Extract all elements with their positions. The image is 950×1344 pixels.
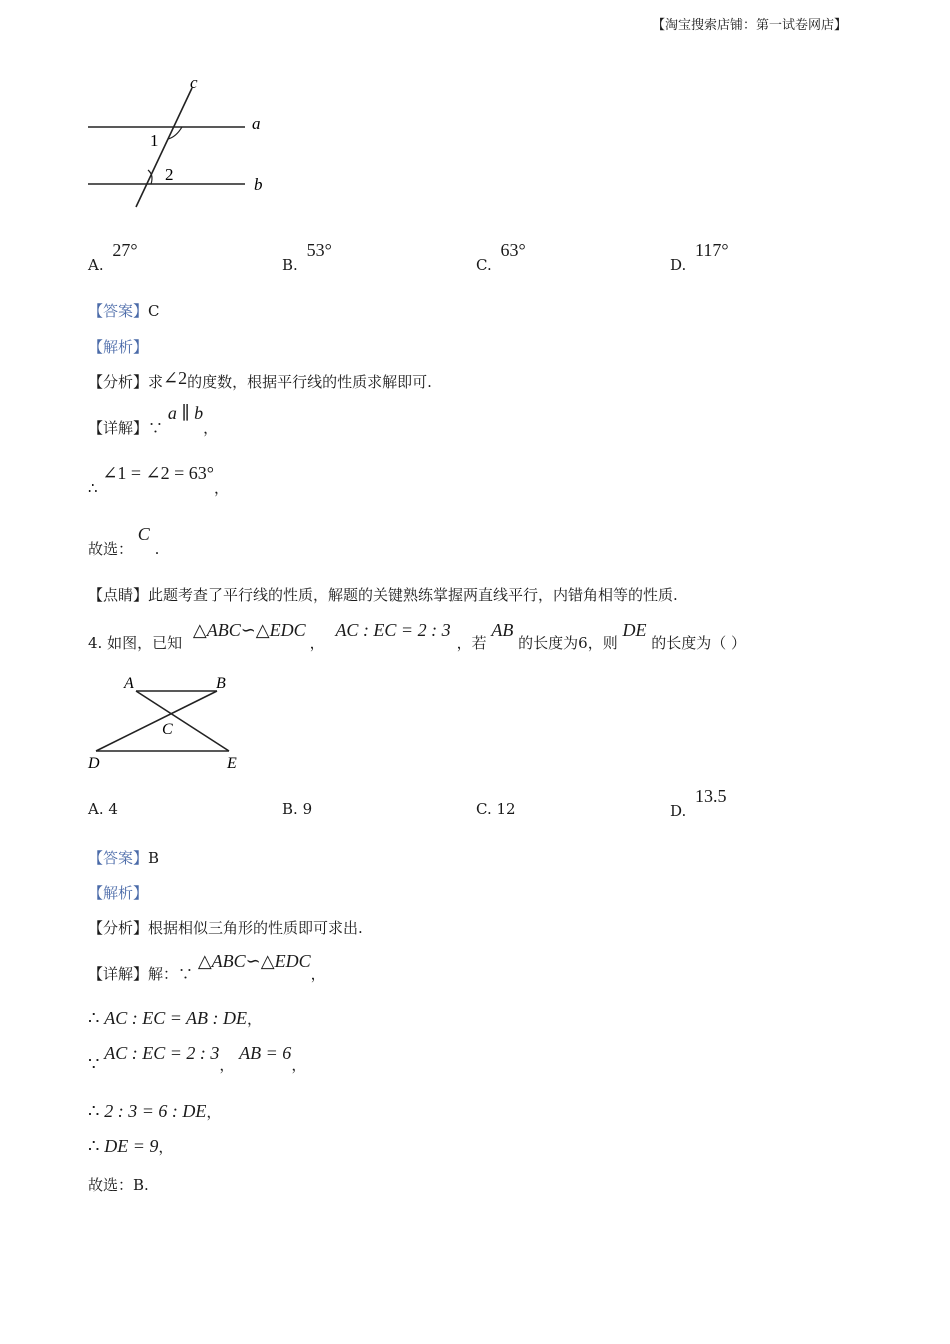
q3-fenxi: 【分析】求∠2的度数，根据平行线的性质求解即可. — [88, 368, 432, 391]
q4-option-c: C. 12 — [476, 800, 516, 818]
q3-option-b: B. 53° — [282, 240, 332, 274]
q3-angle-equation: ∴ ∠1 = ∠2 = 63°， — [88, 463, 230, 497]
label-D: D — [88, 755, 100, 772]
q4-stem: 4. 如图，已知 △ABC∽△EDC， AC : EC = 2 : 3，若 AB 的长度为6，则 DE 的长度为（ ） — [88, 620, 747, 652]
label-B: B — [216, 675, 226, 692]
q3-answer: 【答案】C — [88, 302, 160, 320]
q3-option-a: A. 27° — [88, 240, 138, 274]
q3-dianjing: 【点睛】此题考查了平行线的性质，解题的关键熟练掌握两直线平行，内错角相等的性质. — [88, 586, 678, 604]
q3-option-d: D. 117° — [670, 240, 729, 274]
parallel-lines-figure — [80, 70, 280, 215]
line-c — [136, 88, 192, 207]
similar-triangles-figure — [84, 670, 254, 775]
label-angle2: 2 — [165, 165, 174, 184]
q4-option-b: B. 9 — [282, 800, 313, 818]
shop-header: 【淘宝搜索店铺：第一试卷网店】 — [652, 18, 848, 33]
q4-option-a: A. 4 — [88, 800, 118, 818]
q4-xiangjie: 【详解】解：∵ △ABC∽△EDC， — [88, 951, 326, 983]
q3-xiangjie: 【详解】∵ a ∥ b， — [88, 403, 219, 437]
q3-analysis-tag: 【解析】 — [88, 338, 149, 356]
q4-step-2: ∵ AC : EC = 2 : 3， AB = 6， — [88, 1043, 307, 1075]
q3-option-c: C. 63° — [476, 240, 526, 274]
label-a: a — [252, 114, 261, 133]
q4-choose: 故选：B. — [88, 1176, 149, 1194]
q4-step-4: ∴ DE = 9， — [88, 1136, 174, 1157]
q4-answer: 【答案】B — [88, 849, 160, 867]
segment-bd — [96, 691, 217, 751]
q4-step-1: ∴ AC : EC = AB : DE， — [88, 1008, 263, 1029]
q4-fenxi: 【分析】根据相似三角形的性质即可求出. — [88, 919, 363, 937]
q4-analysis-tag: 【解析】 — [88, 884, 149, 902]
label-angle1: 1 — [150, 131, 159, 150]
label-c: c — [190, 73, 198, 92]
label-b: b — [254, 175, 263, 194]
q3-choose: 故选： C . — [88, 524, 160, 558]
q4-option-d: D. 13.5 — [670, 786, 727, 820]
label-A: A — [124, 675, 134, 692]
label-C: C — [162, 721, 173, 738]
segment-ae — [136, 691, 229, 751]
q4-step-3: ∴ 2 : 3 = 6 : DE， — [88, 1101, 222, 1122]
label-E: E — [227, 755, 237, 772]
